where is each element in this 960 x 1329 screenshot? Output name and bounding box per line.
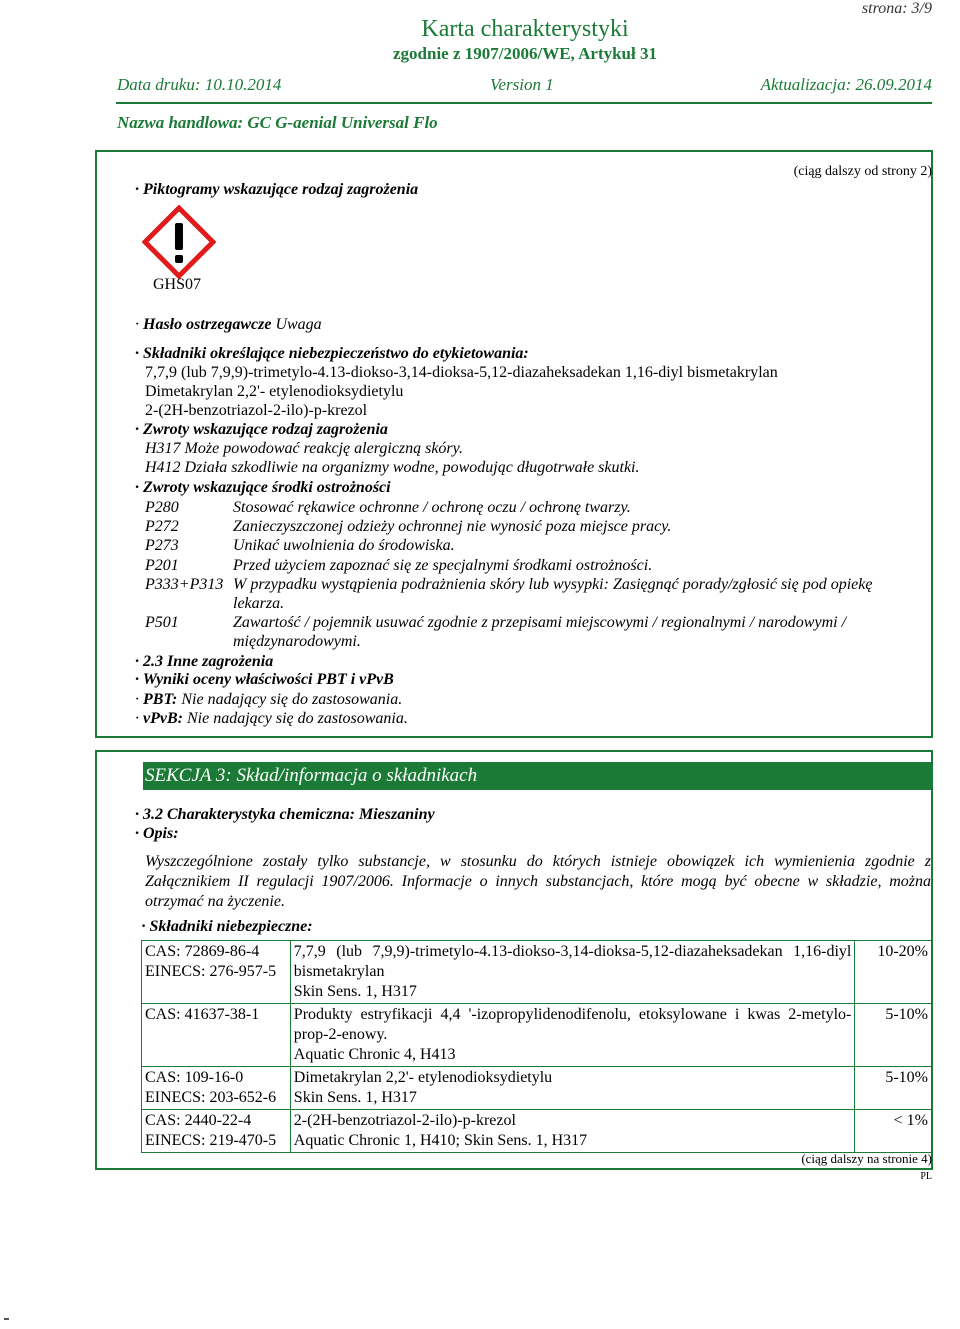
description-label: · Opis:: [135, 825, 179, 842]
component-concentration: 5-10%: [855, 1067, 932, 1110]
precaution-text: Stosować rękawice ochronne / ochronę oczu / ochronę twarzy.: [233, 499, 631, 516]
continued-from: (ciąg dalszy od strony 2): [793, 164, 932, 179]
precaution-code: P273: [145, 537, 179, 554]
component-concentration: < 1%: [855, 1110, 932, 1153]
component-ids: CAS: 109-16-0 EINECS: 203-652-6: [142, 1067, 291, 1110]
exclamation-mark-pictogram-icon: [142, 205, 216, 279]
section-3-title: SEKCJA 3: Skład/informacja o składnikach: [145, 765, 478, 786]
chemical-characterization: · 3.2 Charakterystyka chemiczna: Mieszaniny: [135, 806, 435, 823]
precaution-text-cont: międzynarodowymi.: [233, 633, 361, 650]
components-heading: · Składniki niebezpieczne:: [141, 918, 313, 935]
precaution-text: Zanieczyszczonej odzieży ochronnej nie wynosić poza miejsce pracy.: [233, 518, 672, 535]
header-divider: [116, 102, 932, 104]
component-name: 7,7,9 (lub 7,9,9)-trimetylo-4.13-diokso-3,14-dioksa-5,12-diazaheksadekan 1,16-diyl bismetakrylan Skin Sens. 1, H317: [290, 941, 855, 1004]
hazardous-components-table: [141, 914, 932, 1153]
component-name: 2-(2H-benzotriazol-2-ilo)-p-krezol Aquatic Chronic 1, H410; Skin Sens. 1, H317: [290, 1110, 855, 1153]
precaution-text-cont: lekarza.: [233, 595, 285, 612]
vpvb-line: · vPvB: Nie nadający się do zastosowania.: [135, 710, 408, 727]
product-name: Nazwa handlowa: GC G-aenial Universal Flo: [117, 113, 438, 132]
update-date: Aktualizacja: 26.09.2014: [760, 75, 932, 94]
page-number: strona: 3/9: [861, 0, 932, 17]
continued-to: (ciąg dalszy na stronie 4): [801, 1151, 932, 1166]
page-corner-mark: [4, 1318, 9, 1320]
hazard-statement: H412 Działa szkodliwie na organizmy wodne, powodując długotrwałe skutki.: [145, 459, 640, 476]
precaution-text: Przed użyciem zapoznać się ze specjalnymi środkami ostrożności.: [233, 557, 653, 574]
precaution-code: P280: [145, 499, 179, 516]
hazard-statement: H317 Może powodować reakcję alergiczną skóry.: [145, 440, 463, 457]
labelling-heading: · Składniki określające niebezpieczeństwo do etykietowania:: [135, 345, 529, 362]
component-name: Dimetakrylan 2,2'- etylenodioksydietylu Skin Sens. 1, H317: [290, 1067, 855, 1110]
language-code: PL: [920, 1171, 932, 1182]
document-title: Karta charakterystyki: [421, 16, 629, 42]
precaution-text: W przypadku wystąpienia podrażnienia skóry lub wysypki: Zasięgnąć porady/zgłosić się pod opiekę: [233, 576, 873, 593]
version: Version 1: [490, 75, 554, 94]
table-row: [142, 1110, 932, 1153]
component-ids: CAS: 2440-22-4 EINECS: 219-470-5: [142, 1110, 291, 1153]
component-concentration: 5-10%: [855, 1004, 932, 1067]
signal-word: · Hasło ostrzegawcze Uwaga: [135, 316, 322, 333]
labelling-item: 2-(2H-benzotriazol-2-ilo)-p-krezol: [145, 402, 368, 419]
ghs-code: GHS07: [153, 276, 202, 293]
table-row: [142, 1067, 932, 1110]
precaution-code: P333+P313: [145, 576, 224, 593]
table-row: [142, 941, 932, 1004]
component-name: Produkty estryfikacji 4,4 '-izopropylidenodifenolu, etoksylowane i kwas 2-metyloprop-2-enowy. Aquatic Chronic 4, H413: [290, 1004, 855, 1067]
precaution-text: Zawartość / pojemnik usuwać zgodnie z przepisami miejscowymi / regionalnymi / narodowymi /: [233, 614, 847, 631]
other-hazards-heading: · 2.3 Inne zagrożenia: [135, 653, 274, 670]
component-ids: CAS: 41637-38-1: [142, 1004, 291, 1067]
print-date: Data druku: 10.10.2014: [117, 75, 282, 94]
labelling-item: 7,7,9 (lub 7,9,9)-trimetylo-4.13-diokso-3,14-dioksa-5,12-diazaheksadekan 1,16-diyl bismetakrylan: [145, 364, 778, 381]
precaution-code: P501: [145, 614, 179, 631]
pbt-results-heading: · Wyniki oceny właściwości PBT i vPvB: [135, 671, 394, 688]
pictograms-heading: · Piktogramy wskazujące rodzaj zagrożenia: [135, 181, 419, 198]
description-text: Wyszczególnione zostały tylko substancje, w stosunku do których istnieje obowiązek ich wymienienia zgodnie z Załącznikiem II regulacji 1907/2006. Informacje o innych substancjach, które mogą być obecne w składzie, można otrzymać na życzenie.: [145, 853, 931, 910]
precaution-code: P272: [145, 518, 179, 535]
table-row: [142, 1004, 932, 1067]
document-subtitle: zgodnie z 1907/2006/WE, Artykuł 31: [393, 44, 657, 63]
component-ids: CAS: 72869-86-4 EINECS: 276-957-5: [142, 941, 291, 1004]
precaution-text: Unikać uwolnienia do środowiska.: [233, 537, 455, 554]
hazard-statements-heading: · Zwroty wskazujące rodzaj zagrożenia: [135, 421, 388, 438]
component-concentration: 10-20%: [855, 941, 932, 1004]
precaution-code: P201: [145, 557, 179, 574]
pbt-line: · PBT: Nie nadający się do zastosowania.: [135, 691, 403, 708]
precautionary-heading: · Zwroty wskazujące środki ostrożności: [135, 479, 391, 496]
labelling-item: Dimetakrylan 2,2'- etylenodioksydietylu: [145, 383, 404, 400]
